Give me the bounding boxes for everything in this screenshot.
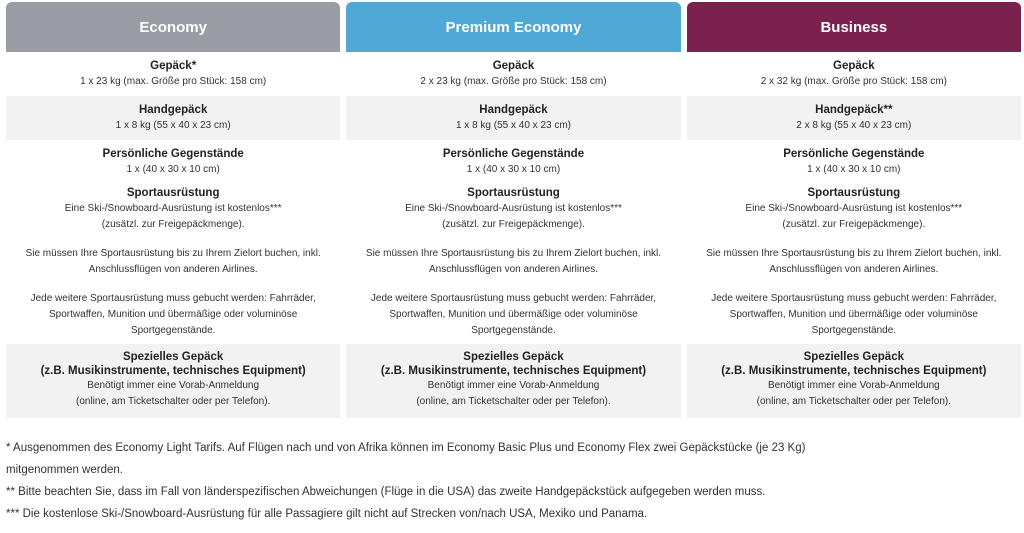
sports-text-line: Sie müssen Ihre Sportausrüstung bis zu Ihrem Zielort buchen, inkl.	[25, 248, 321, 259]
special-baggage-text: (online, am Ticketschalter oder per Telefon).	[75, 396, 271, 407]
sports-equipment-title: Sportausrüstung	[807, 187, 901, 199]
special-baggage-subtitle: (z.B. Musikinstrumente, technisches Equipment)	[721, 365, 987, 377]
hand-baggage-title: Handgepäck	[138, 103, 208, 116]
sports-text-line: Anschlussflügen von anderen Airlines.	[769, 264, 939, 275]
footnote-line: * Ausgenommen des Economy Light Tarifs. Auf Flügen nach und von Afrika können im Economy Basic Plus und Economy Flex zwei Gepäckstücke (je 23 Kg)	[6, 442, 806, 454]
column-header: Premium Economy	[346, 2, 680, 52]
baggage-text: 2 x 23 kg (max. Größe pro Stück: 158 cm)	[420, 75, 607, 87]
sports-equipment-section	[6, 184, 340, 344]
sports-text-line: Anschlussflügen von anderen Airlines.	[88, 264, 258, 275]
personal-items-title: Persönliche Gegenstände	[783, 147, 925, 160]
hand-baggage-text: 1 x 8 kg (55 x 40 x 23 cm)	[455, 119, 572, 131]
footnote-line: ** Bitte beachten Sie, dass im Fall von länderspezifischen Abweichungen (Flüge in die USA) das zweite Handgepäckstück aufgegeben werden muss.	[6, 486, 766, 498]
fare-column-business	[687, 2, 1021, 432]
sports-text-line: (zusätzl. zur Freigepäckmenge).	[101, 219, 245, 230]
special-baggage-subtitle: (z.B. Musikinstrumente, technisches Equipment)	[380, 365, 647, 377]
baggage-title: Gepäck*	[150, 59, 197, 72]
fare-column-economy	[6, 2, 340, 432]
column-header: Business	[687, 2, 1021, 52]
sports-text-line: Sportgegenstände.	[811, 325, 897, 336]
baggage-text: 2 x 32 kg (max. Größe pro Stück: 158 cm)	[760, 75, 947, 87]
sports-text-line: Eine Ski-/Snowboard-Ausrüstung ist kostenlos***	[745, 203, 963, 214]
sports-text-line: (zusätzl. zur Freigepäckmenge).	[782, 219, 926, 230]
sports-text-line: (zusätzl. zur Freigepäckmenge).	[442, 219, 585, 230]
sports-text-line: Sportgegenstände.	[130, 325, 216, 336]
sports-text-line: Sie müssen Ihre Sportausrüstung bis zu Ihrem Zielort buchen, inkl.	[365, 248, 662, 259]
sports-text-line: Sportgegenstände.	[471, 325, 556, 336]
special-baggage-text: Benötigt immer eine Vorab-Anmeldung	[87, 380, 260, 391]
special-baggage-text: Benötigt immer eine Vorab-Anmeldung	[427, 380, 600, 391]
baggage-section	[346, 52, 680, 96]
sports-text-line: Jede weitere Sportausrüstung muss gebucht werden: Fahrräder,	[30, 293, 316, 304]
sports-text-line: Sportwaffen, Munition und übermäßige oder voluminöse	[389, 309, 638, 320]
personal-items-section	[346, 140, 680, 184]
sports-text-line: Eine Ski-/Snowboard-Ausrüstung ist kostenlos***	[405, 203, 622, 214]
hand-baggage-section	[346, 96, 680, 140]
special-baggage-subtitle: (z.B. Musikinstrumente, technisches Equipment)	[40, 365, 306, 377]
special-baggage-section	[346, 344, 680, 418]
footnotes	[6, 437, 1018, 525]
sports-text-line: Sie müssen Ihre Sportausrüstung bis zu Ihrem Zielort buchen, inkl.	[706, 248, 1002, 259]
sports-text-line: Sportwaffen, Munition und übermäßige oder voluminöse	[729, 309, 978, 320]
personal-items-text: 1 x (40 x 30 x 10 cm)	[807, 163, 901, 175]
special-baggage-title: Spezielles Gepäck	[463, 351, 564, 363]
baggage-title: Gepäck	[833, 59, 875, 72]
personal-items-text: 1 x (40 x 30 x 10 cm)	[466, 163, 561, 175]
hand-baggage-title: Handgepäck**	[815, 103, 893, 116]
baggage-section	[687, 52, 1021, 96]
special-baggage-section	[687, 344, 1021, 418]
footnote-line: *** Die kostenlose Ski-/Snowboard-Ausrüstung für alle Passagiere gilt nicht auf Strecken von/nach USA, Mexiko und Panama.	[6, 508, 648, 520]
personal-items-section	[6, 140, 340, 184]
hand-baggage-title: Handgepäck	[479, 103, 548, 116]
special-baggage-title: Spezielles Gepäck	[803, 351, 904, 363]
sports-text-line: Anschlussflügen von anderen Airlines.	[428, 264, 598, 275]
personal-items-title: Persönliche Gegenstände	[442, 147, 585, 160]
hand-baggage-section	[6, 96, 340, 140]
baggage-text: 1 x 23 kg (max. Größe pro Stück: 158 cm)	[80, 75, 267, 87]
baggage-section	[6, 52, 340, 96]
sports-text-line: Sportwaffen, Munition und übermäßige oder voluminöse	[49, 309, 298, 320]
special-baggage-text: Benötigt immer eine Vorab-Anmeldung	[767, 380, 940, 391]
hand-baggage-text: 2 x 8 kg (55 x 40 x 23 cm)	[796, 119, 912, 131]
sports-text-line: Jede weitere Sportausrüstung muss gebucht werden: Fahrräder,	[370, 293, 657, 304]
sports-equipment-section	[346, 184, 680, 344]
special-baggage-section	[6, 344, 340, 418]
baggage-title: Gepäck	[492, 59, 535, 72]
sports-text-line: Jede weitere Sportausrüstung muss gebucht werden: Fahrräder,	[711, 293, 997, 304]
sports-equipment-title: Sportausrüstung	[126, 187, 220, 199]
sports-equipment-title: Sportausrüstung	[467, 187, 560, 199]
sports-text-line: Eine Ski-/Snowboard-Ausrüstung ist kostenlos***	[64, 203, 282, 214]
column-header: Economy	[6, 2, 340, 52]
hand-baggage-section	[687, 96, 1021, 140]
fare-column-premium-economy	[346, 2, 680, 432]
fare-comparison-table	[6, 2, 1021, 432]
personal-items-text: 1 x (40 x 30 x 10 cm)	[126, 163, 220, 175]
hand-baggage-text: 1 x 8 kg (55 x 40 x 23 cm)	[115, 119, 231, 131]
sports-equipment-section	[687, 184, 1021, 344]
personal-items-title: Persönliche Gegenstände	[102, 147, 244, 160]
footnote-line: mitgenommen werden.	[6, 464, 123, 476]
personal-items-section	[687, 140, 1021, 184]
special-baggage-title: Spezielles Gepäck	[122, 351, 224, 363]
special-baggage-text: (online, am Ticketschalter oder per Telefon).	[416, 396, 611, 407]
special-baggage-text: (online, am Ticketschalter oder per Telefon).	[756, 396, 951, 407]
